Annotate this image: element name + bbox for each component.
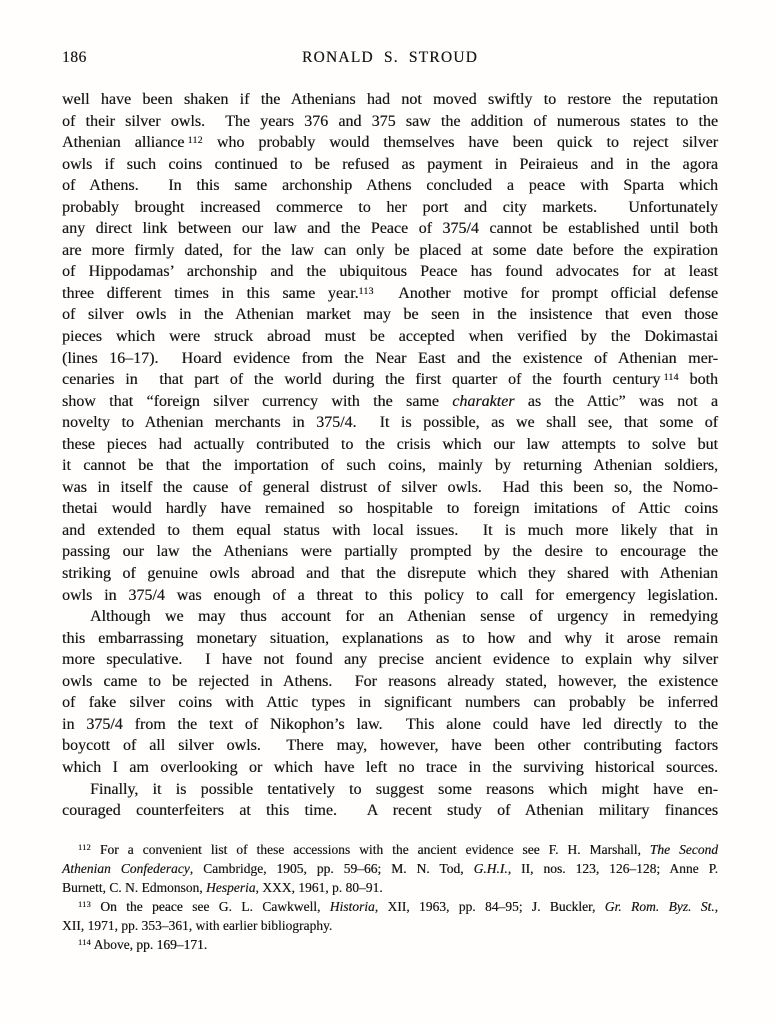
text-line: which I am overlooking or which have left no trace in the surviving historical sources. — [62, 758, 718, 776]
text-line: this embarrassing monetary situation, explanations as to how and why it arose remain — [62, 629, 718, 647]
footnote-ref: 114 — [663, 371, 679, 383]
text-line: striking of genuine owls abroad and that the disrepute which they shared with Athenian — [62, 565, 718, 583]
footnote-line: $^{114}$ Above, pp. 169–171. — [78, 937, 208, 952]
text-line: three different times in this same year.$^{113}$ Another motive for prompt official defense — [62, 284, 719, 302]
footnote-line: Burnett, C. N. Edmonson, Hesperia, XXX, 1961, p. 80–91. — [62, 880, 383, 895]
footnote-ref: 112 — [187, 134, 203, 146]
footnote-line: XII, 1971, pp. 353–361, with earlier bibliography. — [62, 918, 333, 933]
footnote-ref: 113 — [78, 900, 91, 910]
text-line: these pieces had actually contributed to the crisis which our law attempts to solve but — [62, 435, 718, 453]
paragraph — [62, 779, 718, 822]
footnote-line: $^{112}$ For a convenient list of these accessions with the ancient evidence see F. H. Marshall, The Second — [78, 842, 718, 857]
page-header — [62, 49, 718, 69]
text-line: thetai would hardly have remained so hospitable to foreign imitations of Attic coins — [62, 500, 718, 518]
text-line: passing our law the Athenians were partially prompted by the desire to encourage the — [62, 543, 718, 561]
text-line: more speculative. I have not found any precise ancient evidence to explain why silver — [62, 651, 718, 669]
footnote-ref: 112 — [78, 843, 91, 853]
text-line: of fake silver coins with Attic types in significant numbers can probably be inferred — [62, 694, 718, 712]
footnote-ref: 114 — [78, 938, 91, 948]
paragraph — [62, 89, 718, 606]
text-line: probably brought increased commerce to her port and city markets. Unfortunately — [62, 198, 718, 216]
text-line: boycott of all silver owls. There may, however, have been other contributing factors — [62, 737, 718, 755]
footnotes — [62, 840, 718, 954]
text-line: of their silver owls. The years 376 and 375 saw the addition of numerous states to the — [62, 112, 718, 130]
footnote-line: $^{113}$ On the peace see G. L. Cawkwell, Historia, XII, 1963, pp. 84–95; J. Buckler, Gr. Rom. Byz. St., — [78, 899, 718, 914]
running-head: RONALD S. STROUD — [301, 49, 479, 66]
text-line: of silver owls in the Athenian market may be seen in the insistence that even those — [62, 306, 718, 324]
text-line: was in itself the cause of general distrust of silver owls. Had this been so, the Nomo- — [62, 478, 718, 496]
text-line: (lines 16–17). Hoard evidence from the Near East and the existence of Athenian mer- — [62, 349, 718, 367]
body-text — [62, 89, 718, 822]
text-line: Athenian alliance $^{112}$ who probably would themselves have been quick to reject silver — [62, 134, 719, 152]
text-line: show that “foreign silver currency with the same charakter as the Attic” was not a — [62, 392, 719, 410]
text-line: any direct link between our law and the Peace of 375/4 cannot be established until both — [62, 220, 718, 238]
text-line: owls came to be rejected in Athens. For reasons already stated, however, the existence — [62, 672, 718, 690]
text-line: novelty to Athenian merchants in 375/4. It is possible, as we shall see, that some of — [62, 414, 718, 432]
text-line: pieces which were struck abroad must be accepted when verified by the Dokimastai — [62, 328, 718, 346]
text-line: cenaries in that part of the world during the first quarter of the fourth century $^{114}$ both — [62, 371, 718, 389]
page-number: 186 — [62, 49, 87, 66]
text-line: and extended to them equal status with local issues. It is much more likely that in — [62, 521, 718, 539]
text-line: of Hippodamas’ archonship and the ubiquitous Peace has found advocates for at least — [62, 263, 718, 281]
footnote-ref: 113 — [358, 285, 374, 297]
text-line: well have been shaken if the Athenians had not moved swiftly to restore the reputation — [62, 91, 718, 108]
text-line: in 375/4 from the text of Nikophon’s law. This alone could have led directly to the — [62, 715, 718, 733]
text-line: Finally, it is possible tentatively to suggest some reasons which might have en- — [90, 780, 718, 798]
text-line: owls if such coins continued to be refused as payment in Peiraieus and in the agora — [62, 155, 718, 173]
paragraph — [62, 606, 718, 778]
footnote-line: Athenian Confederacy, Cambridge, 1905, pp. 59–66; M. N. Tod, G.H.I., II, nos. 123, 126–128; Anne P. — [62, 861, 718, 876]
text-line: of Athens. In this same archonship Athens concluded a peace with Sparta which — [62, 177, 718, 195]
text-line: couraged counterfeiters at this time. A recent study of Athenian military finances — [62, 802, 718, 820]
text-line: are more firmly dated, for the law can only be placed at some date before the expiration — [62, 241, 718, 259]
text-line: owls in 375/4 was enough of a threat to this policy to call for emergency legislation. — [62, 586, 718, 604]
text-line: it cannot be that the importation of such coins, mainly by returning Athenian soldiers, — [62, 457, 718, 475]
text-line: Although we may thus account for an Athenian sense of urgency in remedying — [90, 608, 718, 626]
